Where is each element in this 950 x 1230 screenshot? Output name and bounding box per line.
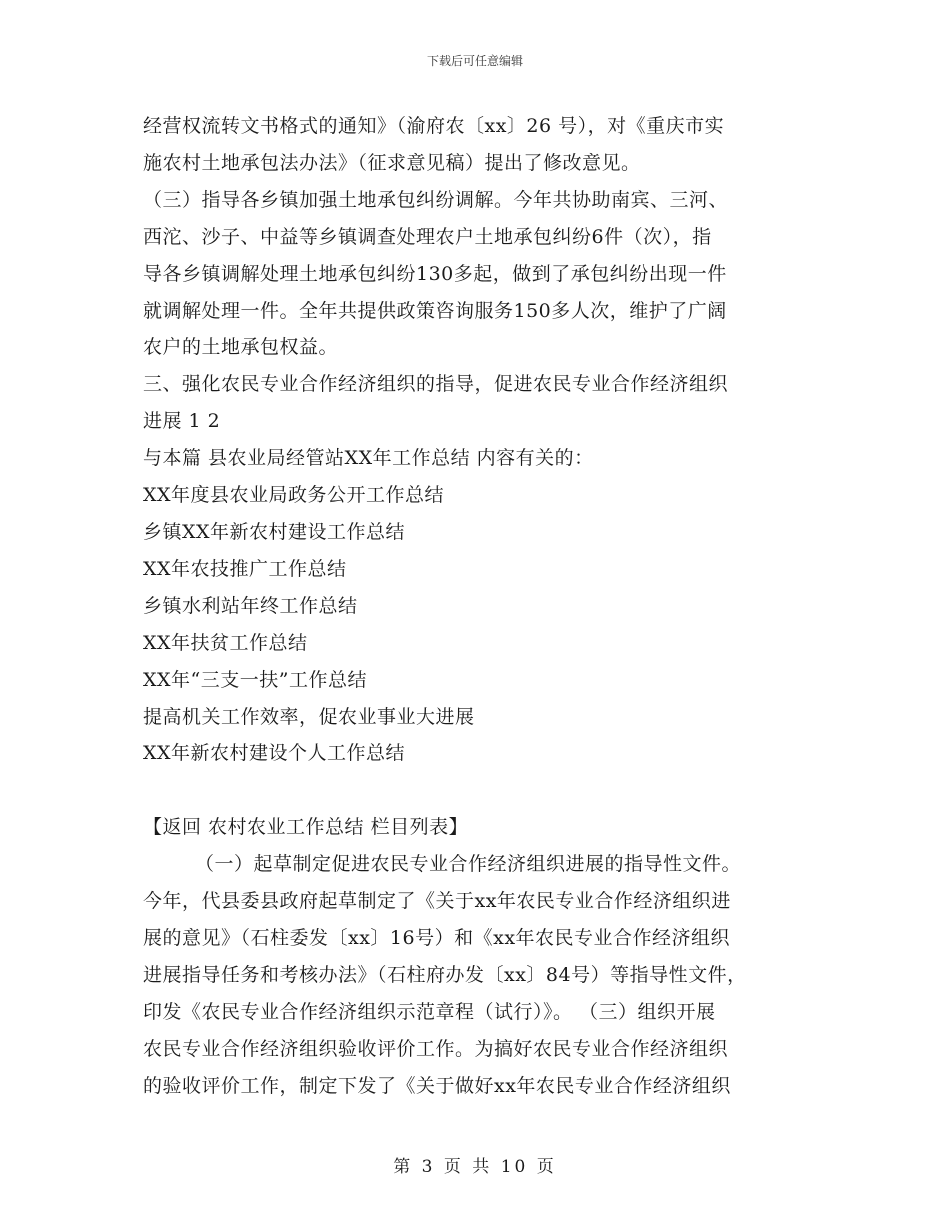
related-article-link[interactable]: 乡镇XX年新农村建设工作总结 [143,520,406,543]
related-article-link[interactable]: 提高机关工作效率，促农业事业大进展 [143,705,475,728]
page-header: 下载后可任意编辑 [426,54,523,68]
section-heading: 三、强化农民专业合作经济组织的指导，促进农民专业合作经济组织 [143,373,729,396]
related-article-link[interactable]: XX年扶贫工作总结 [143,631,308,654]
return-to-list-link[interactable]: 【返回 农村农业工作总结 栏目列表】 [143,816,469,839]
paragraph-line: 印发《农民专业合作经济组织示范章程（试行）》。 （三）组织开展 [143,1000,716,1023]
text-line: 施农村土地承包法办法》（征求意见稿）提出了修改意见。 [143,151,641,174]
spacer [143,772,808,809]
related-article-link[interactable]: 乡镇水利站年终工作总结 [143,594,358,617]
text-line: 农户的土地承包权益。 [143,336,339,359]
page-number: 第 3 页 共 10 页 [393,1157,557,1177]
paragraph-line: 的验收评价工作，制定下发了《关于做好xx年农民专业合作经济组织 [143,1074,731,1097]
related-article-link[interactable]: XX年农技推广工作总结 [143,557,347,580]
text-line: 经营权流转文书格式的通知》（渝府农〔xx〕26 号），对《重庆市实 [143,115,725,137]
paragraph-line: （一）起草制定促进农民专业合作经济组织进展的指导性文件。 [195,853,742,876]
text-line: （三）指导各乡镇加强土地承包纠纷调解。今年共协助南宾、三河、 [143,188,729,211]
text-line: 导各乡镇调解处理土地承包纠纷130多起，做到了承包纠纷出现一件 [143,262,727,285]
section-heading-continued: 进展 1 2 [143,410,221,433]
paragraph-line: 展的意见》（石柱委发〔xx〕16号）和《xx年农民专业合作经济组织 [143,926,731,949]
document-body [143,108,808,1104]
related-article-link[interactable]: XX年新农村建设个人工作总结 [143,742,406,765]
related-articles-heading: 与本篇 县农业局经管站XX年工作总结 内容有关的： [143,447,594,470]
related-article-link[interactable]: XX年“三支一扶”工作总结 [143,668,367,691]
paragraph-line: 进展指导任务和考核办法》（石柱府办发〔xx〕84号）等指导性文件， [143,963,747,986]
paragraph-line: 农民专业合作经济组织验收评价工作。为搞好农民专业合作经济组织 [143,1037,729,1060]
text-line: 就调解处理一件。全年共提供政策咨询服务150多人次，维护了广阔 [143,299,727,322]
paragraph-line: 今年，代县委县政府起草制定了《关于xx年农民专业合作经济组织进 [143,890,731,913]
related-article-link[interactable]: XX年度县农业局政务公开工作总结 [143,484,445,507]
text-line: 西沱、沙子、中益等乡镇调查处理农户土地承包纠纷6件（次），指 [143,225,712,248]
